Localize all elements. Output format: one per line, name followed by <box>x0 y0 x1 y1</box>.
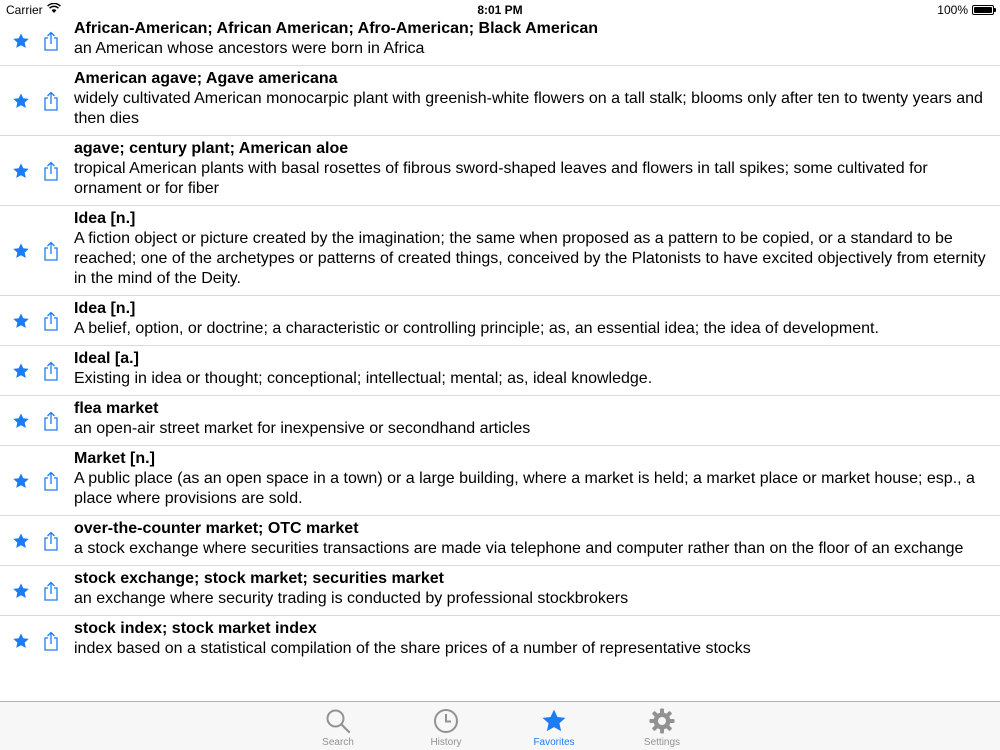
clock-icon <box>433 707 459 735</box>
share-icon[interactable] <box>41 471 61 491</box>
star-icon[interactable] <box>11 361 31 381</box>
tab-history[interactable] <box>392 702 500 750</box>
list-item[interactable] <box>0 516 1000 566</box>
star-icon[interactable] <box>11 411 31 431</box>
tab-label: Favorites <box>533 737 575 748</box>
star-icon[interactable] <box>11 31 31 51</box>
entry-term: American agave; Agave americana <box>74 70 338 87</box>
entry-term: over-the-counter market; OTC market <box>74 520 359 537</box>
share-icon[interactable] <box>41 311 61 331</box>
share-icon[interactable] <box>41 241 61 261</box>
share-icon[interactable] <box>41 161 61 181</box>
tab-label: History <box>430 737 462 748</box>
entry-term: flea market <box>74 400 159 417</box>
share-icon[interactable] <box>41 531 61 551</box>
list-item[interactable] <box>0 136 1000 206</box>
status-time: 8:01 PM <box>477 3 523 17</box>
favorites-list <box>0 16 1000 665</box>
gear-icon <box>649 707 675 735</box>
entry-definition: A public place (as an open space in a town) or a large building, where a market is held; a market place or market house; esp., a place where provisions are sold. <box>74 470 975 507</box>
entry-definition: a stock exchange where securities transactions are made via telephone and computer rather than on the floor of an exchange <box>74 540 964 557</box>
entry-definition: tropical American plants with basal rosettes of fibrous sword-shaped leaves and flowers in tall spikes; some cultivated for ornament or for fiber <box>74 160 928 197</box>
share-icon[interactable] <box>41 31 61 51</box>
share-icon[interactable] <box>41 91 61 111</box>
carrier-label: Carrier <box>6 3 43 17</box>
entry-term: African-American; African American; Afro-American; Black American <box>74 20 599 37</box>
tab-label: Search <box>322 737 354 748</box>
star-icon[interactable] <box>11 631 31 651</box>
entry-term: stock exchange; stock market; securities market <box>74 570 444 587</box>
share-icon[interactable] <box>41 631 61 651</box>
search-icon <box>325 707 351 735</box>
status-right <box>937 3 994 17</box>
tab-favorites[interactable] <box>500 702 608 750</box>
entry-definition: A belief, option, or doctrine; a characteristic or controlling principle; as, an essential idea; the idea of development. <box>74 320 879 337</box>
entry-definition: A fiction object or picture created by the imagination; the same when proposed as a pattern to be copied, or a standard to be reached; one of the archetypes or patterns of created things, conceived by the Platonists to have excited objectively from eternity in the mind of the Deity. <box>74 230 986 287</box>
tab-label: Settings <box>643 737 681 748</box>
list-item[interactable] <box>0 66 1000 136</box>
entry-definition: widely cultivated American monocarpic plant with greenish-white flowers on a tall stalk; blooms only after ten to twenty years and then dies <box>74 90 983 127</box>
tab-search[interactable] <box>284 702 392 750</box>
star-icon[interactable] <box>11 161 31 181</box>
list-item[interactable] <box>0 206 1000 296</box>
list-item[interactable] <box>0 616 1000 665</box>
star-icon[interactable] <box>11 311 31 331</box>
list-item[interactable] <box>0 16 1000 66</box>
entry-definition: Existing in idea or thought; conceptional; intellectual; mental; as, ideal knowledge. <box>74 370 653 387</box>
share-icon[interactable] <box>41 411 61 431</box>
list-item[interactable] <box>0 566 1000 616</box>
entry-definition: an exchange where security trading is conducted by professional stockbrokers <box>74 590 629 607</box>
battery-icon <box>972 5 994 15</box>
entry-term: Idea [n.] <box>74 300 136 317</box>
share-icon[interactable] <box>41 581 61 601</box>
star-icon[interactable] <box>11 531 31 551</box>
list-item[interactable] <box>0 346 1000 396</box>
entry-term: Market [n.] <box>74 450 155 467</box>
entry-definition: an American whose ancestors were born in Africa <box>74 40 425 57</box>
star-icon <box>541 707 567 735</box>
entry-term: Ideal [a.] <box>74 350 139 367</box>
entry-term: agave; century plant; American aloe <box>74 140 349 157</box>
battery-percent: 100% <box>937 3 968 17</box>
tab-bar <box>0 701 1000 750</box>
entry-definition: an open-air street market for inexpensive or secondhand articles <box>74 420 531 437</box>
entry-term: stock index; stock market index <box>74 620 317 637</box>
star-icon[interactable] <box>11 91 31 111</box>
list-item[interactable] <box>0 296 1000 346</box>
list-item[interactable] <box>0 446 1000 516</box>
entry-term: Idea [n.] <box>74 210 136 227</box>
list-item[interactable] <box>0 396 1000 446</box>
entry-definition: index based on a statistical compilation of the share prices of a number of representative stocks <box>74 640 751 657</box>
share-icon[interactable] <box>41 361 61 381</box>
star-icon[interactable] <box>11 471 31 491</box>
star-icon[interactable] <box>11 241 31 261</box>
star-icon[interactable] <box>11 581 31 601</box>
tab-settings[interactable] <box>608 702 716 750</box>
